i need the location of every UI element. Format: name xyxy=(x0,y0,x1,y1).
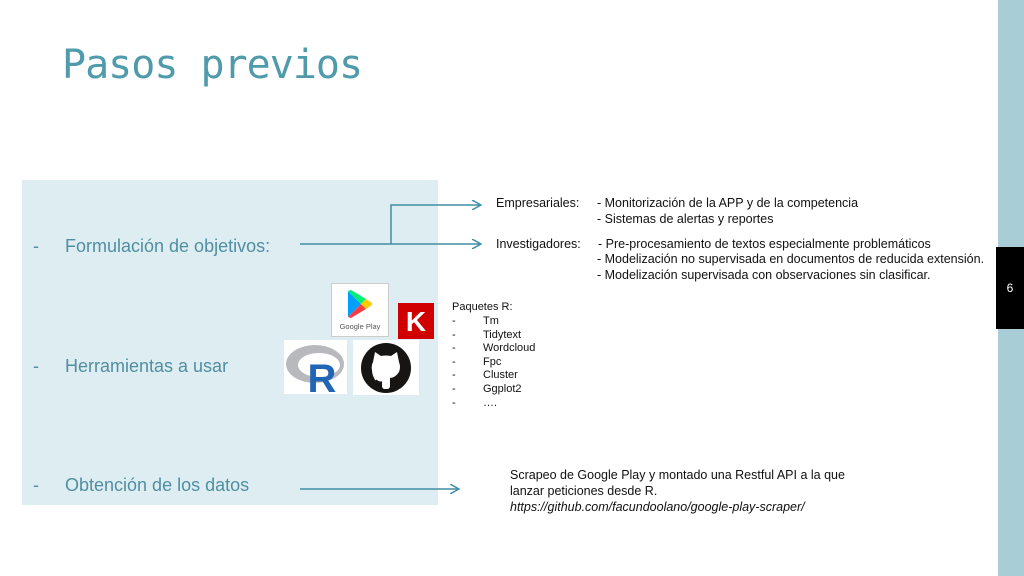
step-dash: - xyxy=(33,356,39,376)
data-source-line: lanzar peticiones desde R. xyxy=(510,484,658,498)
step-dash: - xyxy=(33,475,39,495)
r-language-icon xyxy=(284,340,347,394)
keras-logo: K xyxy=(398,303,434,339)
step-label: Herramientas a usar xyxy=(65,356,229,376)
github-octocat-icon xyxy=(353,340,419,395)
page-number: 6 xyxy=(1006,281,1014,295)
google-play-wordmark: Google Play xyxy=(339,322,381,331)
empresariales-label: Empresariales: xyxy=(496,196,580,210)
step-label: Formulación de objetivos: xyxy=(65,236,271,256)
list-item: - …. xyxy=(452,396,498,409)
google-play-logo xyxy=(331,283,389,337)
list-item: - Wordcloud xyxy=(452,342,536,355)
list-item: - Fpc xyxy=(452,355,502,368)
step-dash: - xyxy=(33,236,39,256)
step-label: Obtención de los datos xyxy=(65,475,250,495)
r-logo xyxy=(284,340,347,394)
github-repo-link[interactable]: https://github.com/facundoolano/google-play-scraper/ xyxy=(510,500,805,514)
github-logo xyxy=(353,340,419,395)
slide-title: Pasos previos xyxy=(62,42,363,88)
investigadores-line: - Modelización no supervisada en documentos de reducida extensión. xyxy=(597,252,985,266)
list-item: - Cluster xyxy=(452,369,518,382)
list-item: - Ggplot2 xyxy=(452,382,522,395)
investigadores-line: - Pre-procesamiento de textos especialmente problemáticos xyxy=(598,237,931,251)
google-play-icon xyxy=(332,284,388,336)
investigadores-label: Investigadores: xyxy=(496,237,581,251)
arrow-empresariales xyxy=(391,205,480,244)
packages-list xyxy=(452,315,535,410)
r-letter: R xyxy=(307,357,337,394)
investigadores-line: - Modelización supervisada con observaciones sin clasificar. xyxy=(597,268,931,282)
list-item: - Tm xyxy=(452,315,499,327)
empresariales-line: - Monitorización de la APP y de la competencia xyxy=(597,196,859,210)
data-source-line: Scrapeo de Google Play y montado una Restful API a la que xyxy=(510,468,845,482)
empresariales-line: - Sistemas de alertas y reportes xyxy=(597,212,774,226)
list-item: - Tidytext xyxy=(452,328,522,341)
packages-title: Paquetes R: xyxy=(452,301,513,313)
